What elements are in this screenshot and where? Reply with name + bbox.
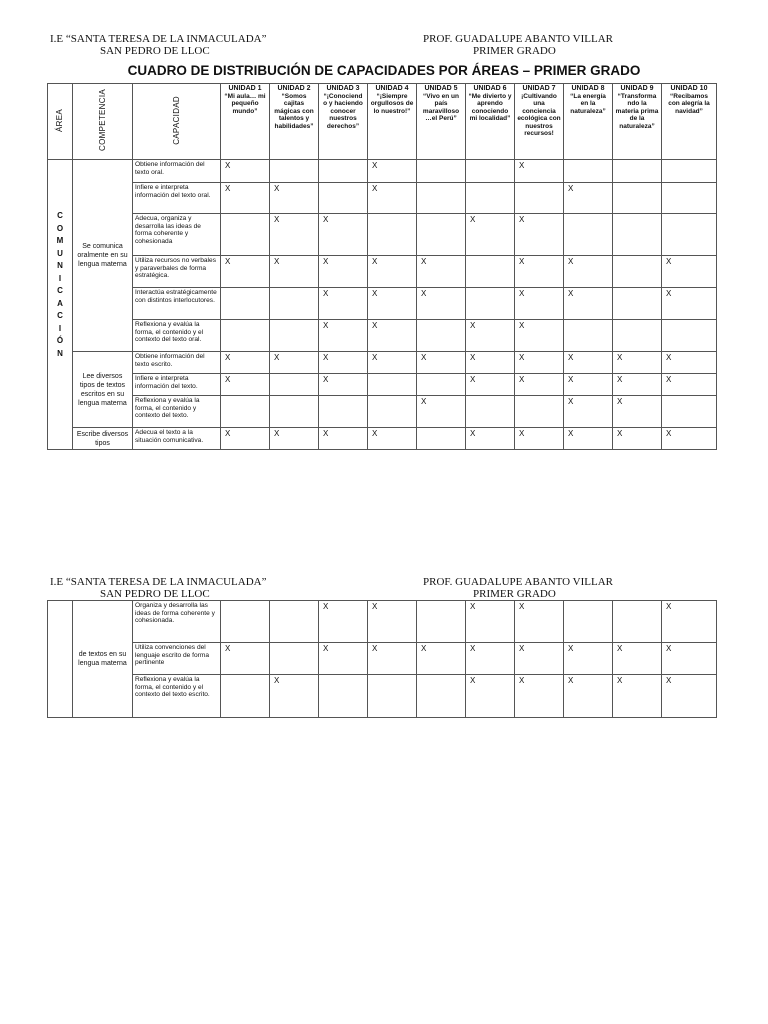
unit-mark-cell: X — [368, 601, 417, 643]
unit-mark-cell — [613, 288, 662, 320]
area-letter: C — [57, 211, 63, 220]
table-row — [48, 256, 717, 288]
area-letter: Ó — [56, 336, 64, 345]
table-row — [48, 396, 717, 428]
unit-mark-cell — [221, 675, 270, 718]
unit-mark-cell: X — [221, 428, 270, 450]
area-cell — [48, 601, 73, 718]
unit-mark-cell: X — [368, 352, 417, 374]
unit-mark-cell: X — [368, 183, 417, 214]
unit-mark-cell: X — [319, 214, 368, 256]
table-row — [48, 183, 717, 214]
unit-mark-cell — [368, 214, 417, 256]
unit-mark-cell — [515, 396, 564, 428]
unit-mark-cell: X — [466, 374, 515, 396]
table-row — [48, 288, 717, 320]
capacity-cell: Reflexiona y evalúa la forma, el contenido y contexto del texto. — [133, 396, 221, 428]
unit-mark-cell: X — [515, 320, 564, 352]
unit-mark-cell: X — [662, 288, 717, 320]
unit-mark-cell — [613, 320, 662, 352]
table-row — [48, 320, 717, 352]
teacher-name: PROF. GUADALUPE ABANTO VILLAR — [423, 33, 614, 45]
table-row — [48, 374, 717, 396]
unit-mark-cell — [466, 256, 515, 288]
unit-header: UNIDAD 3 “¡Conociend o y haciendo conocer nuestros derechos” — [319, 84, 368, 160]
unit-header: UNIDAD 7 ¡Cultivando una conciencia ecológica con nuestros recursos! — [515, 84, 564, 160]
unit-mark-cell — [417, 160, 466, 183]
unit-mark-cell: X — [613, 428, 662, 450]
unit-mark-cell — [319, 675, 368, 718]
unit-mark-cell — [564, 160, 613, 183]
unit-header: UNIDAD 10 “Recibamos con alegría la navidad” — [662, 84, 717, 160]
area-letter: N — [57, 348, 63, 358]
unit-mark-cell — [368, 675, 417, 718]
unit-mark-cell — [466, 160, 515, 183]
unit-mark-cell: X — [319, 288, 368, 320]
unit-mark-cell: X — [319, 601, 368, 643]
unit-mark-cell: X — [515, 374, 564, 396]
unit-mark-cell: X — [564, 374, 613, 396]
unit-mark-cell: X — [515, 643, 564, 675]
unit-mark-cell — [221, 396, 270, 428]
unit-header: UNIDAD 9 “Transforma ndo la materia prima de la naturaleza” — [613, 84, 662, 160]
unit-mark-cell — [613, 214, 662, 256]
unit-mark-cell: X — [515, 288, 564, 320]
unit-mark-cell: X — [270, 428, 319, 450]
table-row — [48, 352, 717, 374]
school-location-page2: SAN PEDRO DE LLOC — [100, 588, 210, 600]
area-letter: A — [57, 298, 63, 308]
unit-mark-cell: X — [270, 352, 319, 374]
unit-mark-cell — [417, 601, 466, 643]
grade-label-page2: PRIMER GRADO — [473, 588, 556, 600]
unit-mark-cell — [662, 160, 717, 183]
unit-mark-cell — [417, 320, 466, 352]
unit-mark-cell — [270, 374, 319, 396]
unit-mark-cell — [564, 601, 613, 643]
competencia-cell: Lee diversos tipos de textos escritos en su lengua materna — [73, 352, 133, 428]
unit-mark-cell — [417, 183, 466, 214]
unit-mark-cell: X — [613, 675, 662, 718]
unit-mark-cell: X — [319, 643, 368, 675]
unit-mark-cell — [319, 160, 368, 183]
unit-mark-cell: X — [662, 428, 717, 450]
capacidad-header: CAPACIDAD — [133, 84, 221, 160]
capacity-cell: Obtiene información del texto escrito. — [133, 352, 221, 374]
unit-mark-cell: X — [417, 643, 466, 675]
capacity-cell: Utiliza recursos no verbales y paraverbales de forma estratégica. — [133, 256, 221, 288]
unit-mark-cell — [319, 396, 368, 428]
unit-mark-cell: X — [515, 256, 564, 288]
unit-mark-cell: X — [368, 643, 417, 675]
unit-mark-cell: X — [319, 428, 368, 450]
unit-mark-cell: X — [515, 428, 564, 450]
unit-mark-cell: X — [368, 160, 417, 183]
unit-mark-cell — [221, 320, 270, 352]
unit-mark-cell: X — [662, 352, 717, 374]
unit-mark-cell — [466, 183, 515, 214]
unit-mark-cell — [466, 288, 515, 320]
unit-mark-cell: X — [368, 256, 417, 288]
unit-mark-cell — [417, 374, 466, 396]
unit-mark-cell: X — [221, 643, 270, 675]
unit-mark-cell: X — [270, 183, 319, 214]
unit-mark-cell — [270, 320, 319, 352]
unit-mark-cell: X — [515, 214, 564, 256]
unit-mark-cell: X — [417, 256, 466, 288]
unit-header: UNIDAD 5 “Vivo en un país maravilloso …el Perú” — [417, 84, 466, 160]
capacity-cell: Infiere e interpreta información del texto. — [133, 374, 221, 396]
area-cell — [48, 160, 73, 450]
area-letter: C — [57, 311, 63, 320]
unit-mark-cell — [662, 214, 717, 256]
unit-mark-cell: X — [613, 374, 662, 396]
unit-mark-cell: X — [417, 352, 466, 374]
unit-mark-cell — [564, 214, 613, 256]
unit-mark-cell — [270, 288, 319, 320]
school-name: I.E “SANTA TERESA DE LA INMACULADA” — [50, 33, 267, 45]
unit-mark-cell: X — [662, 643, 717, 675]
unit-mark-cell: X — [515, 160, 564, 183]
capacities-table-continued — [47, 600, 717, 718]
unit-mark-cell — [221, 601, 270, 643]
unit-mark-cell — [613, 160, 662, 183]
unit-mark-cell — [662, 320, 717, 352]
unit-mark-cell: X — [662, 256, 717, 288]
unit-mark-cell: X — [662, 675, 717, 718]
unit-mark-cell: X — [221, 256, 270, 288]
school-name-page2: I.E “SANTA TERESA DE LA INMACULADA” — [50, 576, 267, 588]
unit-mark-cell: X — [564, 428, 613, 450]
unit-mark-cell: X — [221, 374, 270, 396]
unit-mark-cell — [270, 160, 319, 183]
unit-mark-cell — [368, 374, 417, 396]
area-letter: C — [57, 286, 63, 295]
unit-mark-cell: X — [515, 675, 564, 718]
unit-header: UNIDAD 4 “¡Siempre orgullosos de lo nuestro!” — [368, 84, 417, 160]
unit-mark-cell — [368, 396, 417, 428]
unit-mark-cell — [515, 183, 564, 214]
table-row — [48, 428, 717, 450]
capacity-cell: Interactúa estratégicamente con distintos interlocutores. — [133, 288, 221, 320]
unit-mark-cell — [319, 183, 368, 214]
page-title: CUADRO DE DISTRIBUCIÓN DE CAPACIDADES POR ÁREAS – PRIMER GRADO — [127, 63, 641, 78]
capacities-table — [47, 83, 717, 450]
unit-mark-cell: X — [466, 320, 515, 352]
area-letter: U — [57, 248, 63, 258]
unit-mark-cell: X — [564, 675, 613, 718]
unit-mark-cell — [662, 396, 717, 428]
unit-mark-cell — [270, 601, 319, 643]
unit-mark-cell: X — [270, 214, 319, 256]
unit-header: UNIDAD 8 “La energía en la naturaleza” — [564, 84, 613, 160]
unit-mark-cell: X — [417, 396, 466, 428]
unit-mark-cell: X — [319, 352, 368, 374]
unit-mark-cell: X — [221, 160, 270, 183]
table-row — [48, 160, 717, 183]
unit-mark-cell: X — [368, 288, 417, 320]
unit-mark-cell: X — [564, 352, 613, 374]
unit-mark-cell: X — [466, 601, 515, 643]
unit-mark-cell — [417, 428, 466, 450]
capacity-cell: Adecua el texto a la situación comunicativa. — [133, 428, 221, 450]
unit-mark-cell — [564, 320, 613, 352]
area-header: ÁREA — [48, 84, 73, 160]
unit-header: UNIDAD 2 “Somos cajitas mágicas con talentos y habilidades” — [270, 84, 319, 160]
capacity-cell: Adecua, organiza y desarrolla las ideas de forma coherente y cohesionada — [133, 214, 221, 256]
competencia-cell: de textos en su lengua materna — [73, 601, 133, 718]
unit-mark-cell: X — [466, 214, 515, 256]
unit-mark-cell — [417, 214, 466, 256]
table-row — [48, 675, 717, 718]
unit-mark-cell: X — [466, 675, 515, 718]
unit-mark-cell: X — [319, 374, 368, 396]
unit-mark-cell: X — [662, 601, 717, 643]
unit-mark-cell — [613, 183, 662, 214]
unit-mark-cell: X — [662, 374, 717, 396]
unit-mark-cell: X — [613, 352, 662, 374]
table-row — [48, 601, 717, 643]
table-row — [48, 643, 717, 675]
unit-mark-cell: X — [515, 352, 564, 374]
unit-mark-cell: X — [564, 396, 613, 428]
unit-mark-cell: X — [515, 601, 564, 643]
unit-mark-cell: X — [466, 428, 515, 450]
school-location: SAN PEDRO DE LLOC — [100, 45, 210, 57]
unit-mark-cell — [613, 601, 662, 643]
table-row — [48, 214, 717, 256]
unit-mark-cell: X — [270, 675, 319, 718]
unit-mark-cell: X — [319, 320, 368, 352]
unit-mark-cell — [270, 643, 319, 675]
competencia-cell: Escribe diversos tipos — [73, 428, 133, 450]
unit-mark-cell: X — [564, 643, 613, 675]
competencia-cell: Se comunica oralmente en su lengua materna — [73, 160, 133, 352]
unit-mark-cell: X — [613, 396, 662, 428]
area-letter: M — [56, 236, 64, 245]
unit-mark-cell: X — [564, 288, 613, 320]
unit-mark-cell: X — [564, 183, 613, 214]
area-letter: N — [57, 261, 63, 270]
unit-mark-cell: X — [613, 643, 662, 675]
unit-mark-cell: X — [270, 256, 319, 288]
area-letter: I — [58, 323, 62, 333]
capacity-cell: Reflexiona y evalúa la forma, el contenido y el contexto del texto oral. — [133, 320, 221, 352]
unit-mark-cell — [417, 675, 466, 718]
unit-mark-cell: X — [368, 320, 417, 352]
capacity-cell: Reflexiona y evalúa la forma, el contenido y el contexto del texto escrito. — [133, 675, 221, 718]
unit-mark-cell: X — [564, 256, 613, 288]
capacity-cell: Infiere e interpreta información del texto oral. — [133, 183, 221, 214]
unit-mark-cell: X — [319, 256, 368, 288]
unit-mark-cell — [221, 288, 270, 320]
teacher-name-page2: PROF. GUADALUPE ABANTO VILLAR — [423, 576, 614, 588]
unit-header: UNIDAD 1 “Mi aula… mi pequeño mundo” — [221, 84, 270, 160]
unit-mark-cell — [270, 396, 319, 428]
capacity-cell: Organiza y desarrolla las ideas de forma coherente y cohesionada. — [133, 601, 221, 643]
grade-label: PRIMER GRADO — [473, 45, 556, 57]
unit-mark-cell — [466, 396, 515, 428]
area-letter: O — [56, 223, 64, 233]
unit-mark-cell: X — [466, 352, 515, 374]
capacity-cell: Obtiene información del texto oral. — [133, 160, 221, 183]
unit-mark-cell — [613, 256, 662, 288]
competencia-header: COMPETENCIA — [73, 84, 133, 160]
unit-mark-cell: X — [417, 288, 466, 320]
unit-mark-cell: X — [466, 643, 515, 675]
unit-mark-cell: X — [221, 183, 270, 214]
capacity-cell: Utiliza convenciones del lenguaje escrito de forma pertinente — [133, 643, 221, 675]
unit-mark-cell: X — [221, 352, 270, 374]
unit-mark-cell — [221, 214, 270, 256]
unit-mark-cell: X — [368, 428, 417, 450]
unit-header: UNIDAD 6 “Me divierto y aprendo conociendo mi localidad” — [466, 84, 515, 160]
area-letter: I — [58, 273, 62, 283]
unit-mark-cell — [662, 183, 717, 214]
